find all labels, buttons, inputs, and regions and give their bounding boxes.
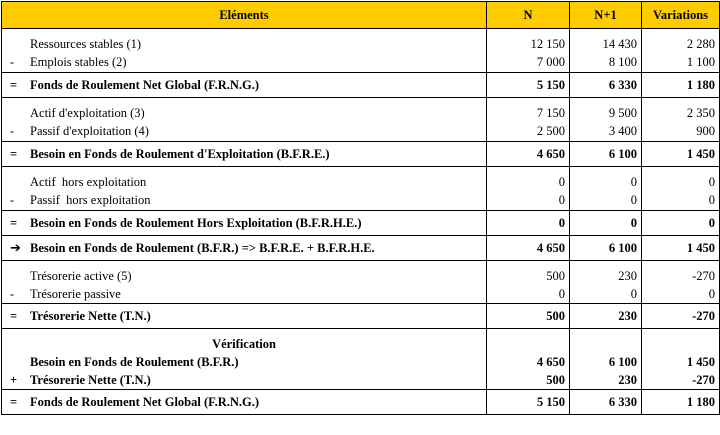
minus-sign: - <box>10 55 15 69</box>
frng-detail-var: 2 280 1 100 <box>642 29 720 73</box>
ressources-stables-label: Ressources stables (1) <box>30 37 142 51</box>
tn-total-row: = Trésorerie Nette (T.N.) 500 230 -270 <box>2 304 720 329</box>
bfrhe-detail-row: Actif hors exploitation - Passif hors exploitation 0 0 0 0 0 0 <box>2 167 720 211</box>
actif-exploitation-label: Actif d'exploitation (3) <box>30 106 145 120</box>
emplois-stables-label: Emplois stables (2) <box>30 55 127 69</box>
passif-exploitation-label: Passif d'exploitation (4) <box>30 124 149 138</box>
bfr-total-row: ➔ Besoin en Fonds de Roulement (B.F.R.) => B.F.R.E. + B.F.R.H.E. 4 650 6 100 1 450 <box>2 236 720 261</box>
tn-total-label: Trésorerie Nette (T.N.) <box>30 309 151 323</box>
tn-detail-row: Trésorerie active (5) - Trésorerie passive 500 0 230 0 -270 0 <box>2 261 720 304</box>
verification-title: Vérification <box>212 337 276 351</box>
actif-hors-exploitation-label: Actif hors exploitation <box>30 175 147 189</box>
bfre-detail-row: Actif d'exploitation (3) - Passif d'exploitation (4) 7 150 2 500 9 500 3 400 2 350 900 <box>2 98 720 142</box>
verif-frng-label: Fonds de Roulement Net Global (F.R.N.G.) <box>30 395 260 409</box>
arrow-right-icon: ➔ <box>10 241 21 256</box>
bfre-total-row: = Besoin en Fonds de Roulement d'Exploitation (B.F.R.E.) 4 650 6 100 1 450 <box>2 142 720 167</box>
frng-detail-labels <box>2 29 487 73</box>
bfrhe-total-row: = Besoin en Fonds de Roulement Hors Exploitation (B.F.R.H.E.) 0 0 0 <box>2 211 720 236</box>
bilan-fonctionnel-table <box>1 1 720 415</box>
bfr-total-label: Besoin en Fonds de Roulement (B.F.R.) => B.F.R.E. + B.F.R.H.E. <box>30 241 375 255</box>
header-row <box>2 2 720 29</box>
bfre-total-label: Besoin en Fonds de Roulement d'Exploitation (B.F.R.E.) <box>30 147 330 161</box>
verif-tn-label: Trésorerie Nette (T.N.) <box>30 373 151 387</box>
tresorerie-passive-label: Trésorerie passive <box>30 287 121 301</box>
bfrhe-total-label: Besoin en Fonds de Roulement Hors Exploitation (B.F.R.H.E.) <box>30 216 362 230</box>
verification-row: Vérification Besoin en Fonds de Roulement (B.F.R.) + Trésorerie Nette (T.N.) 4 650 500 6 100 230 1 450 -270 <box>2 329 720 390</box>
frng-total-row: = Fonds de Roulement Net Global (F.R.N.G.) 5 150 6 330 1 180 <box>2 73 720 98</box>
verif-bfr-label: Besoin en Fonds de Roulement (B.F.R.) <box>30 355 239 369</box>
verif-frng-total-row: = Fonds de Roulement Net Global (F.R.N.G.) 5 150 6 330 1 180 <box>2 390 720 415</box>
frng-detail-n1: 14 430 8 100 <box>570 29 642 73</box>
frng-detail-n: 12 150 7 000 <box>487 29 570 73</box>
header-variations: Variations <box>642 2 720 29</box>
header-n: N <box>487 2 570 29</box>
header-elements: Eléments <box>2 2 487 29</box>
frng-detail-row <box>2 29 720 73</box>
tresorerie-active-label: Trésorerie active (5) <box>30 269 132 283</box>
frng-total-label: Fonds de Roulement Net Global (F.R.N.G.) <box>30 78 260 92</box>
passif-hors-exploitation-label: Passif hors exploitation <box>30 193 151 207</box>
header-n1: N+1 <box>570 2 642 29</box>
plus-sign: + <box>10 373 18 387</box>
